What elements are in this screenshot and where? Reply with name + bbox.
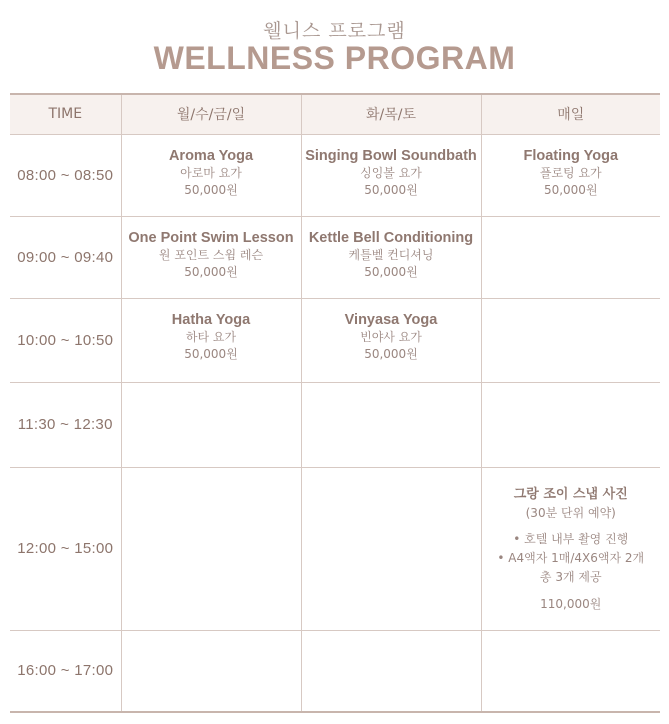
- class-cell: [301, 216, 481, 298]
- class-name: Hatha Yoga: [171, 311, 251, 328]
- class-price: 50,000원: [184, 264, 238, 279]
- empty-cell: [301, 382, 481, 467]
- empty-cell: [481, 298, 660, 382]
- table-row: [10, 298, 660, 382]
- table-row: [10, 134, 660, 216]
- empty-cell: [481, 630, 660, 712]
- class-korean-name: 케틀벨 컨디셔닝: [348, 247, 434, 262]
- empty-cell: [481, 216, 660, 298]
- table-row: [10, 467, 660, 630]
- column-header-tue-thu-sat: 화/목/토: [301, 94, 481, 134]
- snap-detail: • A4액자 1매/4X6액자 2개: [497, 550, 645, 565]
- column-header-daily: 매일: [481, 94, 660, 134]
- time-slot: 10:00 ~ 10:50: [10, 298, 121, 382]
- time-slot: 09:00 ~ 09:40: [10, 216, 121, 298]
- class-cell: [481, 134, 660, 216]
- snap-detail: 총 3개 제공: [539, 569, 602, 584]
- class-korean-name: 원 포인트 스윔 레슨: [158, 247, 264, 262]
- class-cell: [121, 134, 301, 216]
- snap-price: 110,000원: [540, 596, 602, 611]
- class-name: Aroma Yoga: [168, 147, 254, 164]
- snap-reservation-note: (30분 단위 예약): [525, 505, 616, 520]
- page-subtitle: 웰니스 프로그램: [263, 20, 406, 42]
- class-korean-name: 아로마 요가: [180, 165, 242, 180]
- time-slot: 08:00 ~ 08:50: [10, 134, 121, 216]
- class-korean-name: 플로팅 요가: [539, 165, 602, 180]
- schedule-table: [10, 93, 660, 713]
- class-name: Kettle Bell Conditioning: [308, 229, 474, 246]
- snap-photo-cell: [481, 467, 660, 630]
- class-name: One Point Swim Lesson: [128, 229, 294, 246]
- class-korean-name: 빈야사 요가: [360, 329, 422, 344]
- snap-detail: • 호텔 내부 촬영 진행: [513, 531, 629, 546]
- table-row: [10, 216, 660, 298]
- time-slot: 16:00 ~ 17:00: [10, 630, 121, 712]
- empty-cell: [121, 467, 301, 630]
- time-slot: 11:30 ~ 12:30: [10, 382, 121, 467]
- table-header-row: [10, 94, 660, 134]
- class-price: 50,000원: [184, 346, 238, 361]
- class-name: Singing Bowl Soundbath: [305, 147, 477, 164]
- class-cell: [301, 134, 481, 216]
- class-korean-name: 싱잉볼 요가: [360, 165, 422, 180]
- time-slot: 12:00 ~ 15:00: [10, 467, 121, 630]
- class-price: 50,000원: [364, 182, 418, 197]
- class-cell: [121, 298, 301, 382]
- page-title: WELLNESS PROGRAM: [153, 40, 516, 76]
- empty-cell: [301, 467, 481, 630]
- class-name: Vinyasa Yoga: [344, 311, 438, 328]
- snap-title: 그랑 조이 스냅 사진: [513, 486, 628, 502]
- class-cell: [301, 298, 481, 382]
- class-name: Floating Yoga: [523, 147, 619, 164]
- class-price: 50,000원: [543, 182, 598, 197]
- column-header-time: TIME: [10, 94, 121, 134]
- empty-cell: [121, 630, 301, 712]
- class-korean-name: 하타 요가: [185, 329, 237, 344]
- class-price: 50,000원: [364, 264, 418, 279]
- class-cell: [121, 216, 301, 298]
- empty-cell: [481, 382, 660, 467]
- empty-cell: [301, 630, 481, 712]
- table-row: [10, 630, 660, 712]
- class-price: 50,000원: [364, 346, 418, 361]
- class-price: 50,000원: [184, 182, 238, 197]
- table-row: [10, 382, 660, 467]
- column-header-mon-wed-fri-sun: 월/수/금/일: [121, 94, 301, 134]
- empty-cell: [121, 382, 301, 467]
